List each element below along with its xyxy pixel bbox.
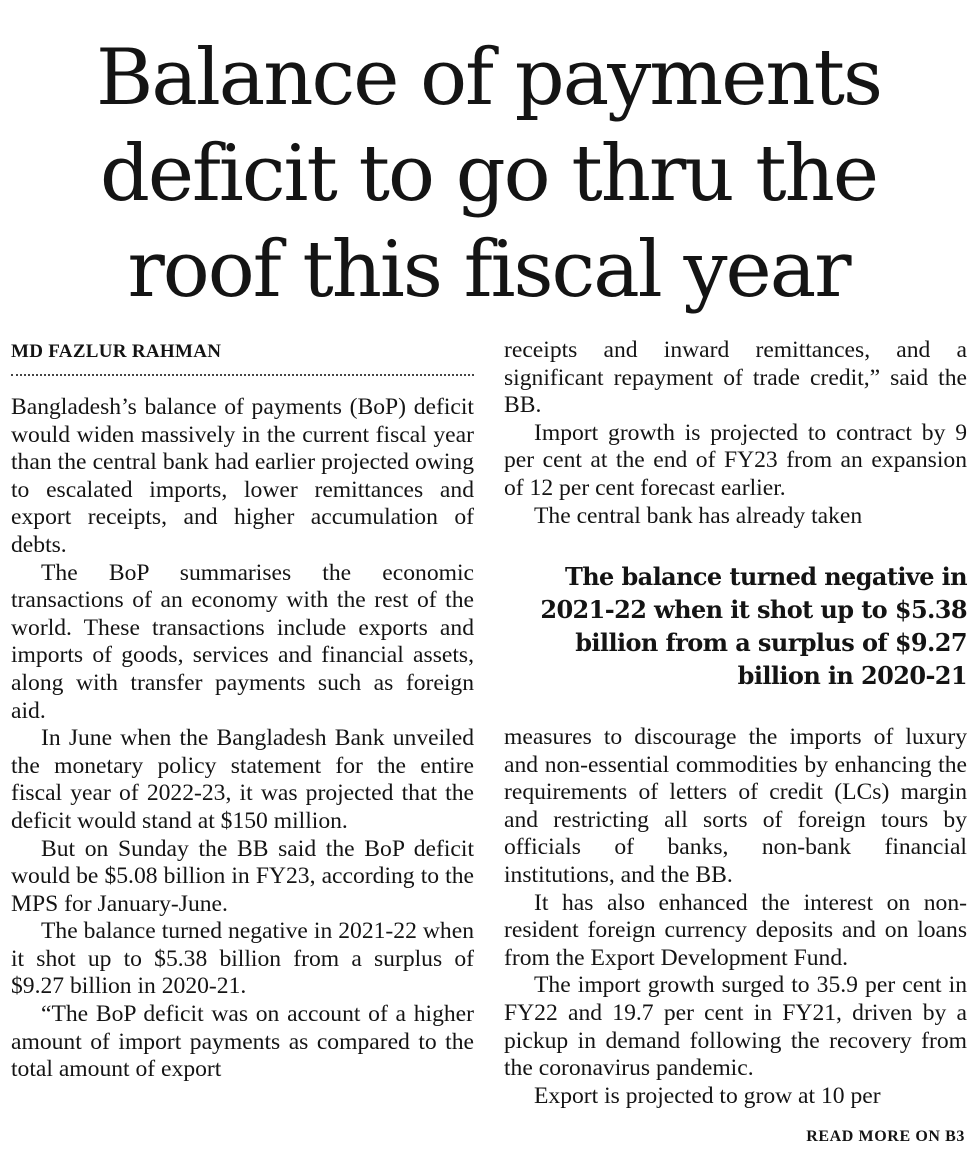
headline-line-2: deficit to go thru the — [99, 129, 878, 219]
headline — [0, 30, 977, 318]
paragraph: “The BoP deficit was on account of a higher amount of import payments as compared to the total amount of export — [11, 1001, 474, 1083]
headline-line-3: roof this fiscal year — [127, 225, 850, 315]
paragraph: The balance turned negative in 2021-22 when it shot up to $5.38 billion from a surplus of $9.27 billion in 2020-21. — [11, 918, 474, 1000]
paragraph: In June when the Bangladesh Bank unveiled the monetary policy statement for the entire fiscal year of 2022-23, it was projected that the deficit would stand at $150 million. — [11, 725, 474, 834]
byline-divider — [11, 374, 474, 376]
byline: MD FAZLUR RAHMAN — [11, 341, 222, 362]
paragraph: Bangladesh’s balance of payments (BoP) deficit would widen massively in the current fiscal year than the central bank had earlier projected owing to escalated imports, lower remittances and export receipts, and higher accumulation of debts. — [11, 394, 474, 558]
paragraph: But on Sunday the BB said the BoP deficit would be $5.08 billion in FY23, according to the MPS for January-June. — [11, 835, 474, 917]
paragraph: The BoP summarises the economic transactions of an economy with the rest of the world. These transactions include exports and imports of goods, services and financial assets, along with transfer payments such as foreign aid. — [11, 559, 474, 724]
paragraph: receipts and inward remittances, and a significant repayment of trade credit,” said the BB. — [504, 337, 967, 419]
pull-quote: The balance turned negative in 2021-22 when it shot up to $5.38 billion from a surplus of $9.27 billion in 2020-21 — [540, 562, 967, 690]
headline-line-1: Balance of payments — [96, 33, 881, 123]
paragraph: measures to discourage the imports of luxury and non-essential commodities by enhancing the requirements of letters of credit (LCs) margin and restricting all sorts of foreign tours by officials of banks, non-bank financial institutions, and the BB. — [504, 724, 967, 888]
paragraph: It has also enhanced the interest on non-resident foreign currency deposits and on loans from the Export Development Fund. — [504, 889, 967, 971]
paragraph: Import growth is projected to contract by 9 per cent at the end of FY23 from an expansion of 12 per cent forecast earlier. — [504, 419, 967, 501]
article-right-column-top — [504, 337, 967, 530]
paragraph: The central bank has already taken — [534, 502, 863, 529]
article-right-column-bottom — [504, 724, 967, 1110]
article-left-column — [11, 394, 474, 1084]
paragraph: Export is projected to grow at 10 per — [534, 1082, 881, 1109]
read-more-link[interactable]: READ MORE ON B3 — [806, 1128, 965, 1145]
paragraph: The import growth surged to 35.9 per cent in FY22 and 19.7 per cent in FY21, driven by a pickup in demand following the recovery from the coronavirus pandemic. — [504, 972, 967, 1082]
